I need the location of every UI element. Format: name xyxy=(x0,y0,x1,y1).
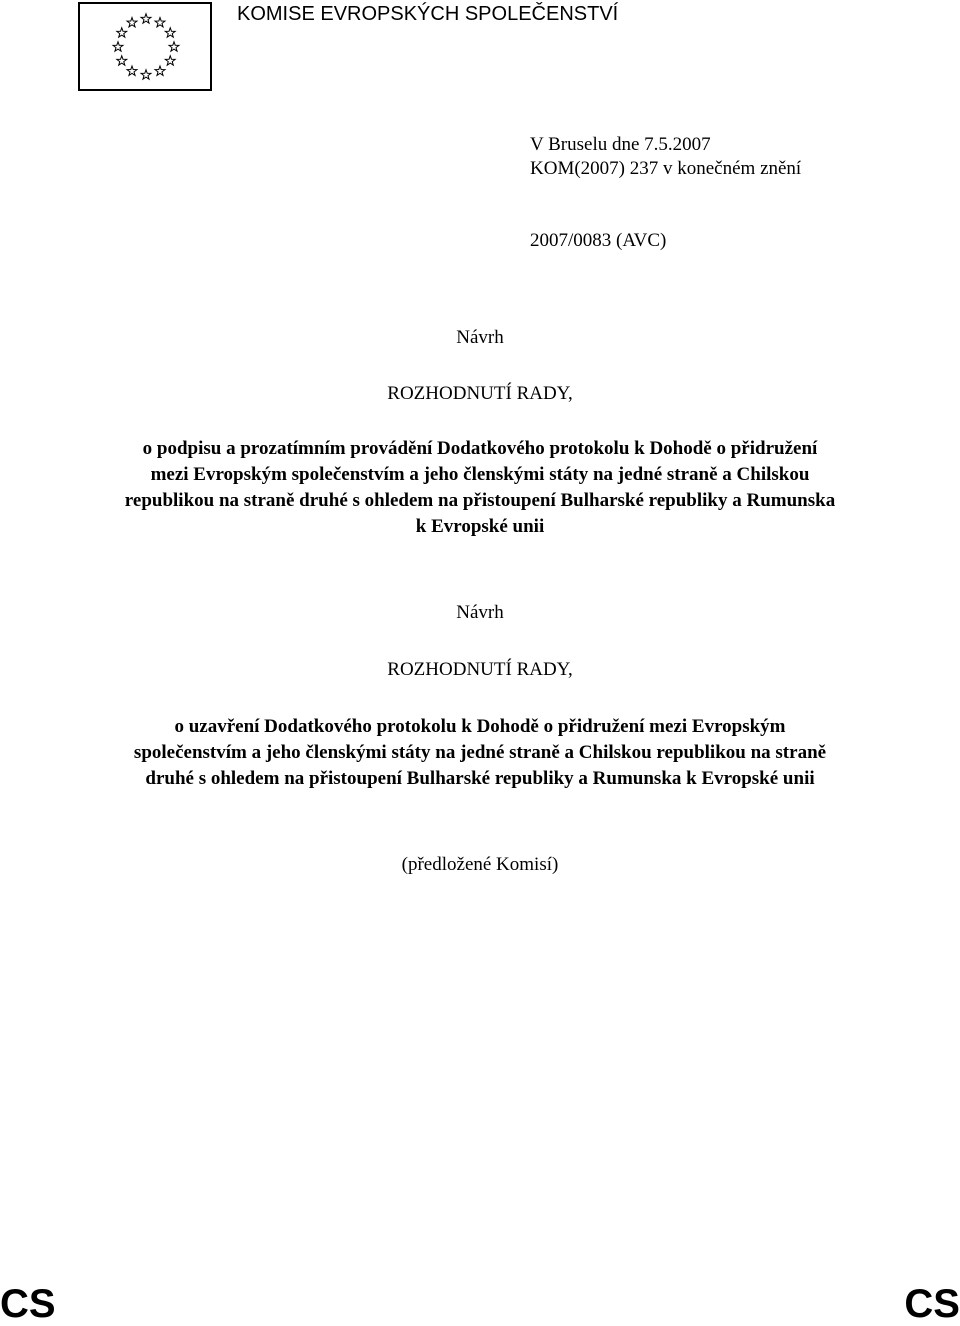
star-icon xyxy=(155,18,165,27)
proposal-subject xyxy=(60,714,900,792)
reference-block xyxy=(530,133,801,181)
language-code-left: CS xyxy=(0,1282,56,1326)
organization-name: KOMISE EVROPSKÝCH SPOLEČENSTVÍ xyxy=(237,3,619,25)
document-number: KOM(2007) 237 v konečném znění xyxy=(530,158,802,179)
subject-line: mezi Evropským společenstvím a jeho členskými státy na jedné straně a Chilskou xyxy=(150,464,810,485)
subject-line: druhé s ohledem na přistoupení Bulharské republiky a Rumunska k Evropské unii xyxy=(145,768,815,789)
star-icon xyxy=(117,56,127,65)
star-icon xyxy=(141,70,151,79)
eu-flag-logo xyxy=(78,2,212,91)
star-icon xyxy=(117,28,127,37)
subject-line: republikou na straně druhé s ohledem na přistoupení Bulharské republiky a Rumunska xyxy=(124,490,836,511)
eu-flag-stars-icon xyxy=(80,4,210,89)
proposal-label: Návrh xyxy=(456,327,504,348)
star-icon xyxy=(169,42,179,51)
subject-line: o uzavření Dodatkového protokolu k Dohodě o přidružení mezi Evropským xyxy=(174,716,786,737)
star-icon xyxy=(165,28,175,37)
star-icon xyxy=(155,66,165,75)
star-icon xyxy=(141,14,151,23)
star-icon xyxy=(127,66,137,75)
star-icon xyxy=(127,18,137,27)
submitted-by: (předložené Komisí) xyxy=(401,854,559,875)
subject-line: k Evropské unii xyxy=(415,516,545,537)
proposal-title: ROZHODNUTÍ RADY, xyxy=(387,383,573,404)
proposal-label: Návrh xyxy=(456,602,504,623)
proposal-title: ROZHODNUTÍ RADY, xyxy=(387,659,573,680)
subject-line: o podpisu a prozatímním provádění Dodatkového protokolu k Dohodě o přidružení xyxy=(142,438,818,459)
procedure-number: 2007/0083 (AVC) xyxy=(530,230,667,251)
language-code-right: CS xyxy=(904,1282,960,1326)
subject-line: společenstvím a jeho členskými státy na jedné straně a Chilskou republikou na straně xyxy=(133,742,827,763)
star-icon xyxy=(165,56,175,65)
place-date: V Bruselu dne 7.5.2007 xyxy=(530,134,711,155)
proposal-subject xyxy=(60,436,900,540)
star-icon xyxy=(113,42,123,51)
